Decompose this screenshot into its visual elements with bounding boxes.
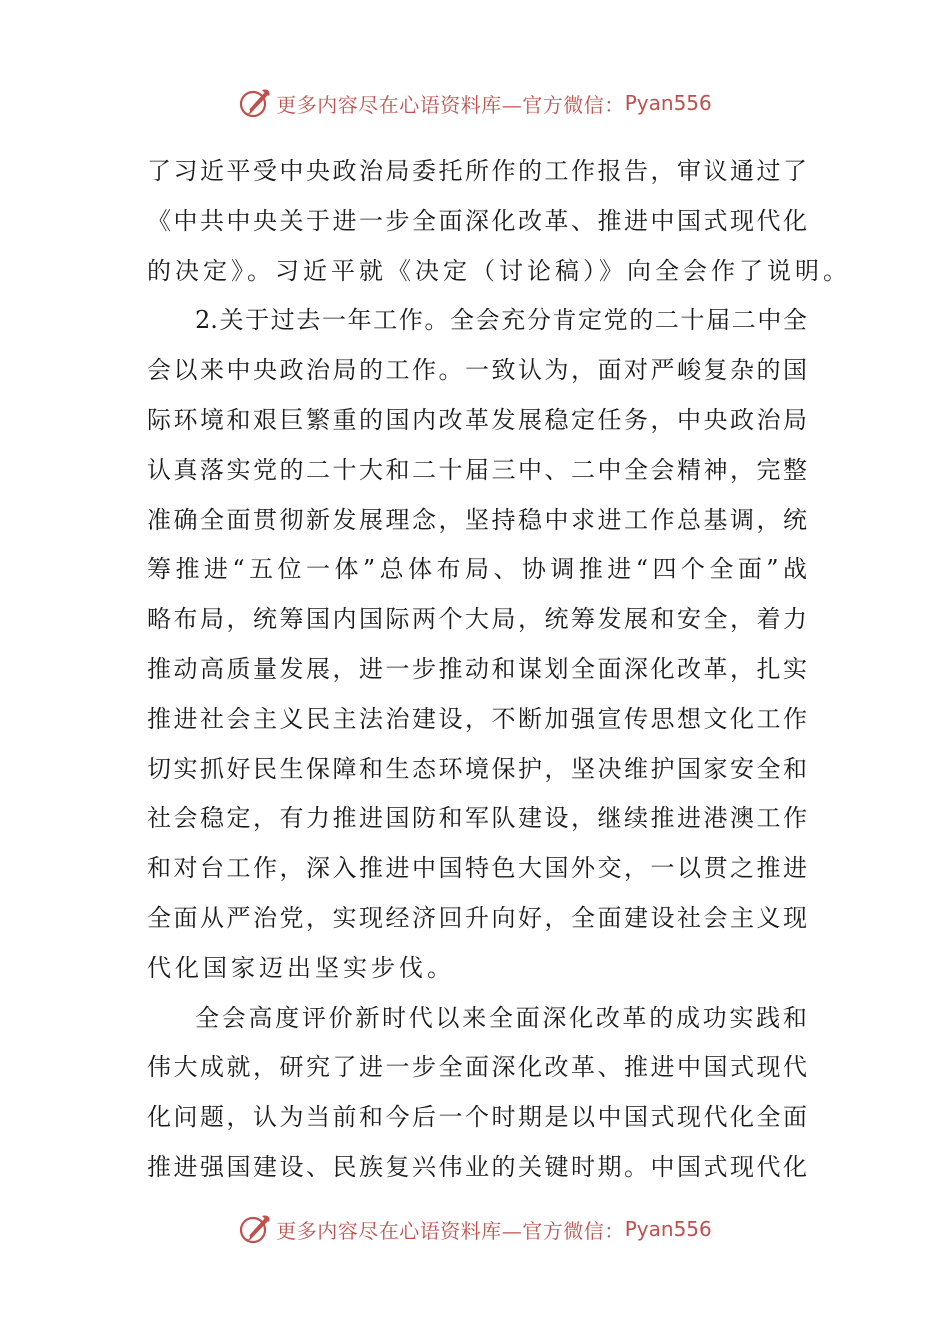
text-line: 全 会 高 度 评 价 新 时 代 以 来 全 面 深 化 改 革 的 成 功 实 践 和 <box>195 1003 807 1032</box>
document-body <box>147 147 851 1193</box>
text-line: 和 对 台 工 作 ， 深 入 推 进 中 国 特 色 大 国 外 交 ， 一 以 贯 之 推 进 <box>147 854 807 883</box>
watermark-text: 更多内容尽在心语资料库—官方微信： <box>276 1218 625 1243</box>
text-line: 的决定》。习近平就《决定（讨论稿）》向全会作了说明。 <box>147 256 851 285</box>
watermark-footer <box>0 1209 950 1249</box>
text-line: 了 习 近 平 受 中 央 政 治 局 委 托 所 作 的 工 作 报 告 ， 审 议 通 过 了 <box>147 157 807 185</box>
watermark-text: 更多内容尽在心语资料库—官方微信： <box>276 92 625 117</box>
quill-logo-icon <box>238 86 272 120</box>
text-line: 会 以 来 中 央 政 治 局 的 工 作 。 一 致 认 为 ， 面 对 严 峻 复 杂 的 国 <box>147 356 807 385</box>
text-line: 伟 大 成 就 ， 研 究 了 进 一 步 全 面 深 化 改 革 、 推 进 中 国 式 现 代 <box>147 1053 807 1082</box>
watermark-wechat-id: Pyan556 <box>624 91 712 115</box>
text-line: 全 面 从 严 治 党 ， 实 现 经 济 回 升 向 好 ， 全 面 建 设 社 会 主 义 现 <box>147 903 807 932</box>
text-line: 认 真 落 实 党 的 二 十 大 和 二 十 届 三 中 、 二 中 全 会 精 神 ， 完 整 <box>147 455 807 484</box>
watermark-header <box>0 83 950 123</box>
text-line: 化 问 题 ， 认 为 当 前 和 今 后 一 个 时 期 是 以 中 国 式 现 代 化 全 面 <box>147 1103 807 1132</box>
text-line: 筹 推 进 “ 五 位 一 体 ” 总 体 布 局 、 协 调 推 进 “ 四 个 全 面 ” 战 <box>147 555 807 584</box>
text-line: 推 进 强 国 建 设 、 民 族 复 兴 伟 业 的 关 键 时 期 。 中 国 式 现 代 化 <box>147 1152 807 1181</box>
text-line: 推 进 社 会 主 义 民 主 法 治 建 设 ， 不 断 加 强 宣 传 思 想 文 化 工 作 <box>147 704 807 733</box>
text-line: 切 实 抓 好 民 生 保 障 和 生 态 环 境 保 护 ， 坚 决 维 护 国 家 安 全 和 <box>147 754 807 783</box>
text-line: 社 会 稳 定 ， 有 力 推 进 国 防 和 军 队 建 设 ， 继 续 推 进 港 澳 工 作 <box>147 804 807 833</box>
watermark-wechat-id: Pyan556 <box>624 1217 712 1241</box>
text-line: 略 布 局 ， 统 筹 国 内 国 际 两 个 大 局 ， 统 筹 发 展 和 安 全 ， 着 力 <box>147 605 807 634</box>
text-line: 准 确 全 面 贯 彻 新 发 展 理 念 ， 坚 持 稳 中 求 进 工 作 总 基 调 ， 统 <box>147 505 807 534</box>
text-line: 代化国家迈出坚实步伐。 <box>147 953 455 982</box>
quill-logo-icon <box>238 1212 272 1246</box>
text-line: 2. 关 于 过 去 一 年 工 作 。 全 会 充 分 肯 定 党 的 二 十 届 二 中 全 <box>195 306 807 335</box>
text-line: 际 环 境 和 艰 巨 繁 重 的 国 内 改 革 发 展 稳 定 任 务 ， 中 央 政 治 局 <box>147 405 807 434</box>
text-line: 推 动 高 质 量 发 展 ， 进 一 步 推 动 和 谋 划 全 面 深 化 改 革 ， 扎 实 <box>147 654 807 683</box>
text-line: 《 中 共 中 央 关 于 进 一 步 全 面 深 化 改 革 、 推 进 中 国 式 现 代 化 <box>147 206 807 235</box>
